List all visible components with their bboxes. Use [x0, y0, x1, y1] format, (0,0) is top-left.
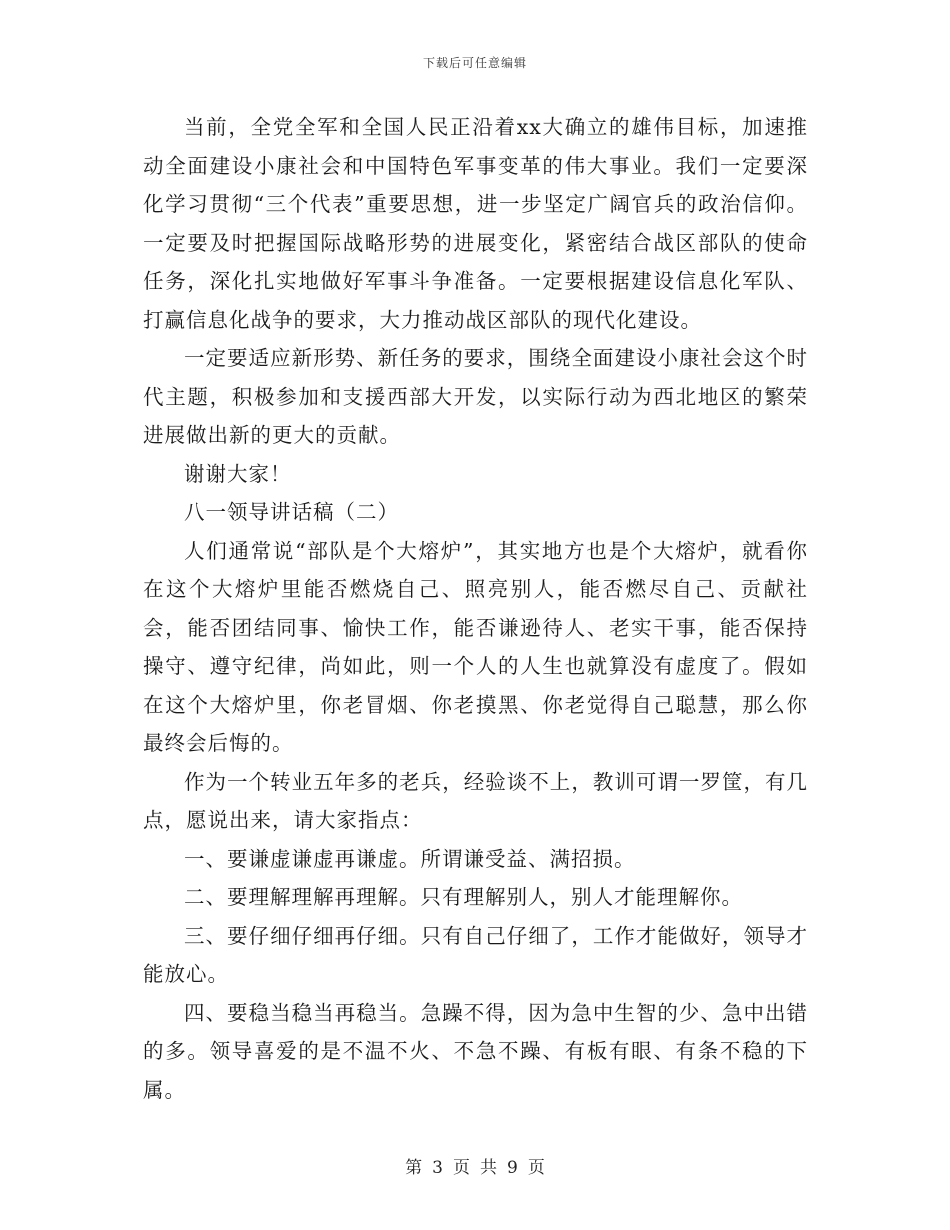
page-word: 页 [453, 1158, 470, 1178]
page-suffix: 页 [527, 1158, 545, 1178]
paragraph: 一定要适应新形势、新任务的要求，围绕全面建设小康社会这个时代主题，积极参加和支援西部大开发，以实际行动为西北地区的繁荣进展做出新的更大的贡献。 [143, 346, 808, 447]
current-page: 3 [432, 1158, 443, 1178]
document-body [143, 108, 808, 1109]
page-prefix: 第 [405, 1158, 423, 1178]
total-pages: 9 [507, 1158, 518, 1178]
section-heading: 八一领导讲话稿（二） [184, 500, 399, 524]
paragraph: 当前，全党全军和全国人民正沿着xx大确立的雄伟目标，加速推动全面建设小康社会和中国特色军事变革的伟大事业。我们一定要深化学习贯彻“三个代表”重要思想，进一步坚定广阔官兵的政治信仰。一定要及时把握国际战略形势的进展变化，紧密结合战区部队的使命任务，深化扎实地做好军事斗争准备。一定要根据建设信息化军队、打赢信息化战争的要求，大力推动战区部队的现代化建设。 [143, 115, 808, 332]
paragraph: 人们通常说“部队是个大熔炉”，其实地方也是个大熔炉，就看你在这个大熔炉里能否燃烧自己、照亮别人，能否燃尽自己、贡献社会，能否团结同事、愉快工作，能否谦逊待人、老实干事，能否保持操守、遵守纪律，尚如此，则一个人的人生也就算没有虚度了。假如在这个大熔炉里，你老冒烟、你老摸黑、你老觉得自己聪慧，那么你最终会后悔的。 [143, 538, 808, 755]
paragraph: 作为一个转业五年多的老兵，经验谈不上，教训可谓一罗筐，有几点，愿说出来，请大家指点： [143, 769, 808, 832]
total-word: 共 [480, 1158, 497, 1178]
page-header-note: 下载后可任意编辑 [422, 56, 527, 70]
paragraph: 谢谢大家！ [184, 461, 292, 486]
list-item: 二、要理解理解再理解。只有理解别人，别人才能理解你。 [184, 885, 743, 909]
list-item: 一、要谦虚谦虚再谦虚。所谓谦受益、满招损。 [184, 846, 636, 871]
list-item: 三、要仔细仔细再仔细。只有自己仔细了，工作才能做好，领导才能放心。 [143, 923, 808, 986]
list-item: 四、要稳当稳当再稳当。急躁不得，因为急中生智的少、急中出错的多。领导喜爱的是不温不火、不急不躁、有板有眼、有条不稳的下属。 [143, 1000, 808, 1102]
page-number [0, 1153, 950, 1178]
